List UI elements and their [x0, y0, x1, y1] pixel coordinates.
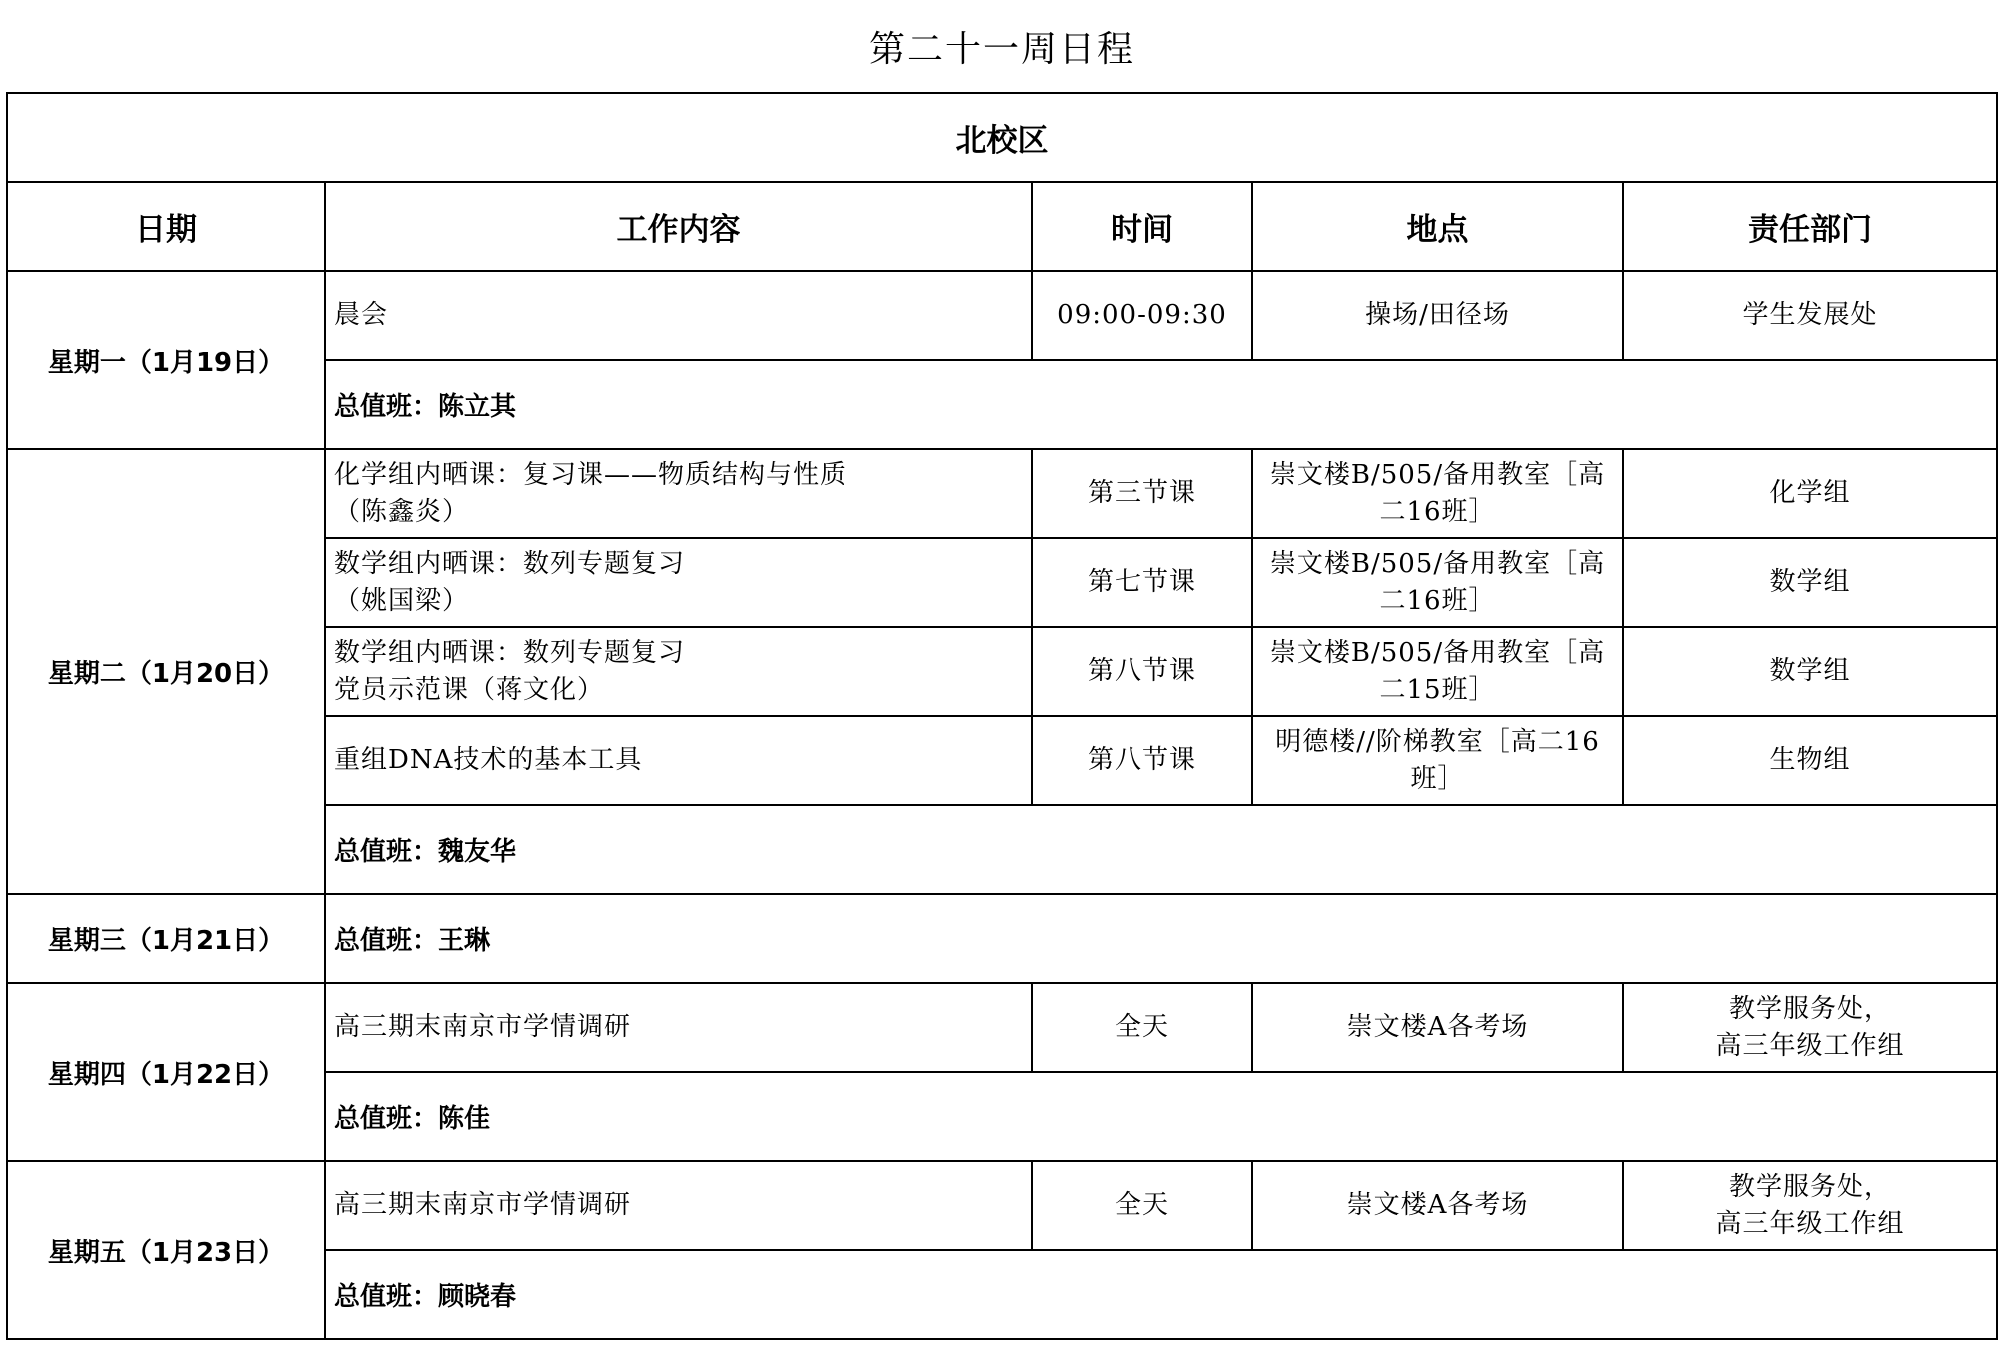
work-content-line: 党员示范课（蒋文化） [334, 674, 605, 705]
dept-cell-line: 高三年级工作组 [1715, 1030, 1905, 1061]
dept-cell [1623, 271, 1997, 360]
work-content-line: 重组DNA技术的基本工具 [334, 745, 643, 775]
dept-cell-line: 化学组 [1769, 478, 1851, 508]
day-date: 星期五（1月23日） [7, 1161, 325, 1339]
schedule-table [6, 0, 1998, 1340]
schedule-row [7, 271, 1997, 360]
dept-cell [1623, 1161, 1997, 1250]
dept-cell-line: 高三年级工作组 [1715, 1208, 1905, 1239]
header-row [7, 182, 1997, 271]
work-content-line: 高三期末南京市学情调研 [334, 1012, 632, 1042]
work-content [325, 983, 1032, 1072]
work-content-line: 晨会 [334, 300, 389, 330]
dept-cell-line: 教学服务处， [1728, 1171, 1891, 1202]
place-cell: 崇文楼B/505/备用教室［高二16班］ [1252, 538, 1623, 627]
header-content: 工作内容 [325, 182, 1032, 271]
duty-officer: 总值班：陈立其 [325, 360, 1997, 449]
dept-cell [1623, 538, 1997, 627]
dept-cell [1623, 627, 1997, 716]
duty-officer: 总值班：魏友华 [325, 805, 1997, 894]
dept-cell-line: 生物组 [1769, 745, 1851, 775]
dept-cell [1623, 716, 1997, 805]
day-date: 星期二（1月20日） [7, 449, 325, 894]
dept-cell [1623, 449, 1997, 538]
schedule-row [7, 983, 1997, 1072]
time-cell: 全天 [1032, 1161, 1252, 1250]
work-content [325, 538, 1032, 627]
header-date: 日期 [7, 182, 325, 271]
dept-cell-line: 学生发展处 [1742, 300, 1878, 330]
work-content-line: 高三期末南京市学情调研 [334, 1190, 632, 1220]
time-cell: 第七节课 [1032, 538, 1252, 627]
campus-heading: 北校区 [7, 93, 1997, 182]
work-content-line: （姚国梁） [334, 585, 470, 616]
dept-cell [1623, 983, 1997, 1072]
duty-officer: 总值班：陈佳 [325, 1072, 1997, 1161]
time-cell: 第八节课 [1032, 716, 1252, 805]
work-content-line: 数学组内晒课：数列专题复习 [334, 637, 686, 668]
work-content [325, 271, 1032, 360]
work-content [325, 1161, 1032, 1250]
duty-officer: 总值班：王琳 [325, 894, 1997, 983]
place-cell: 崇文楼A各考场 [1252, 983, 1623, 1072]
place-cell: 明德楼//阶梯教室［高二16班］ [1252, 716, 1623, 805]
schedule-row [7, 449, 1997, 538]
header-place: 地点 [1252, 182, 1623, 271]
day-date: 星期四（1月22日） [7, 983, 325, 1161]
place-cell: 崇文楼B/505/备用教室［高二15班］ [1252, 627, 1623, 716]
place-cell: 崇文楼B/505/备用教室［高二16班］ [1252, 449, 1623, 538]
duty-row [7, 894, 1997, 983]
work-content [325, 716, 1032, 805]
header-time: 时间 [1032, 182, 1252, 271]
duty-officer: 总值班：顾晓春 [325, 1250, 1997, 1339]
work-content [325, 449, 1032, 538]
work-content-line: （陈鑫炎） [334, 496, 470, 527]
work-content [325, 627, 1032, 716]
day-date: 星期三（1月21日） [7, 894, 325, 983]
time-cell: 全天 [1032, 983, 1252, 1072]
work-content-line: 化学组内晒课：复习课——物质结构与性质 [334, 459, 848, 490]
dept-cell-line: 教学服务处， [1728, 993, 1891, 1024]
time-cell: 第三节课 [1032, 449, 1252, 538]
place-cell: 操场/田径场 [1252, 271, 1623, 360]
header-dept: 责任部门 [1623, 182, 1997, 271]
place-cell: 崇文楼A各考场 [1252, 1161, 1623, 1250]
day-date: 星期一（1月19日） [7, 271, 325, 449]
schedule-row [7, 1161, 1997, 1250]
page-title: 第二十一周日程 [7, 0, 1997, 93]
work-content-line: 数学组内晒课：数列专题复习 [334, 548, 686, 579]
dept-cell-line: 数学组 [1769, 656, 1851, 686]
time-cell: 09:00-09:30 [1032, 271, 1252, 360]
time-cell: 第八节课 [1032, 627, 1252, 716]
dept-cell-line: 数学组 [1769, 567, 1851, 597]
